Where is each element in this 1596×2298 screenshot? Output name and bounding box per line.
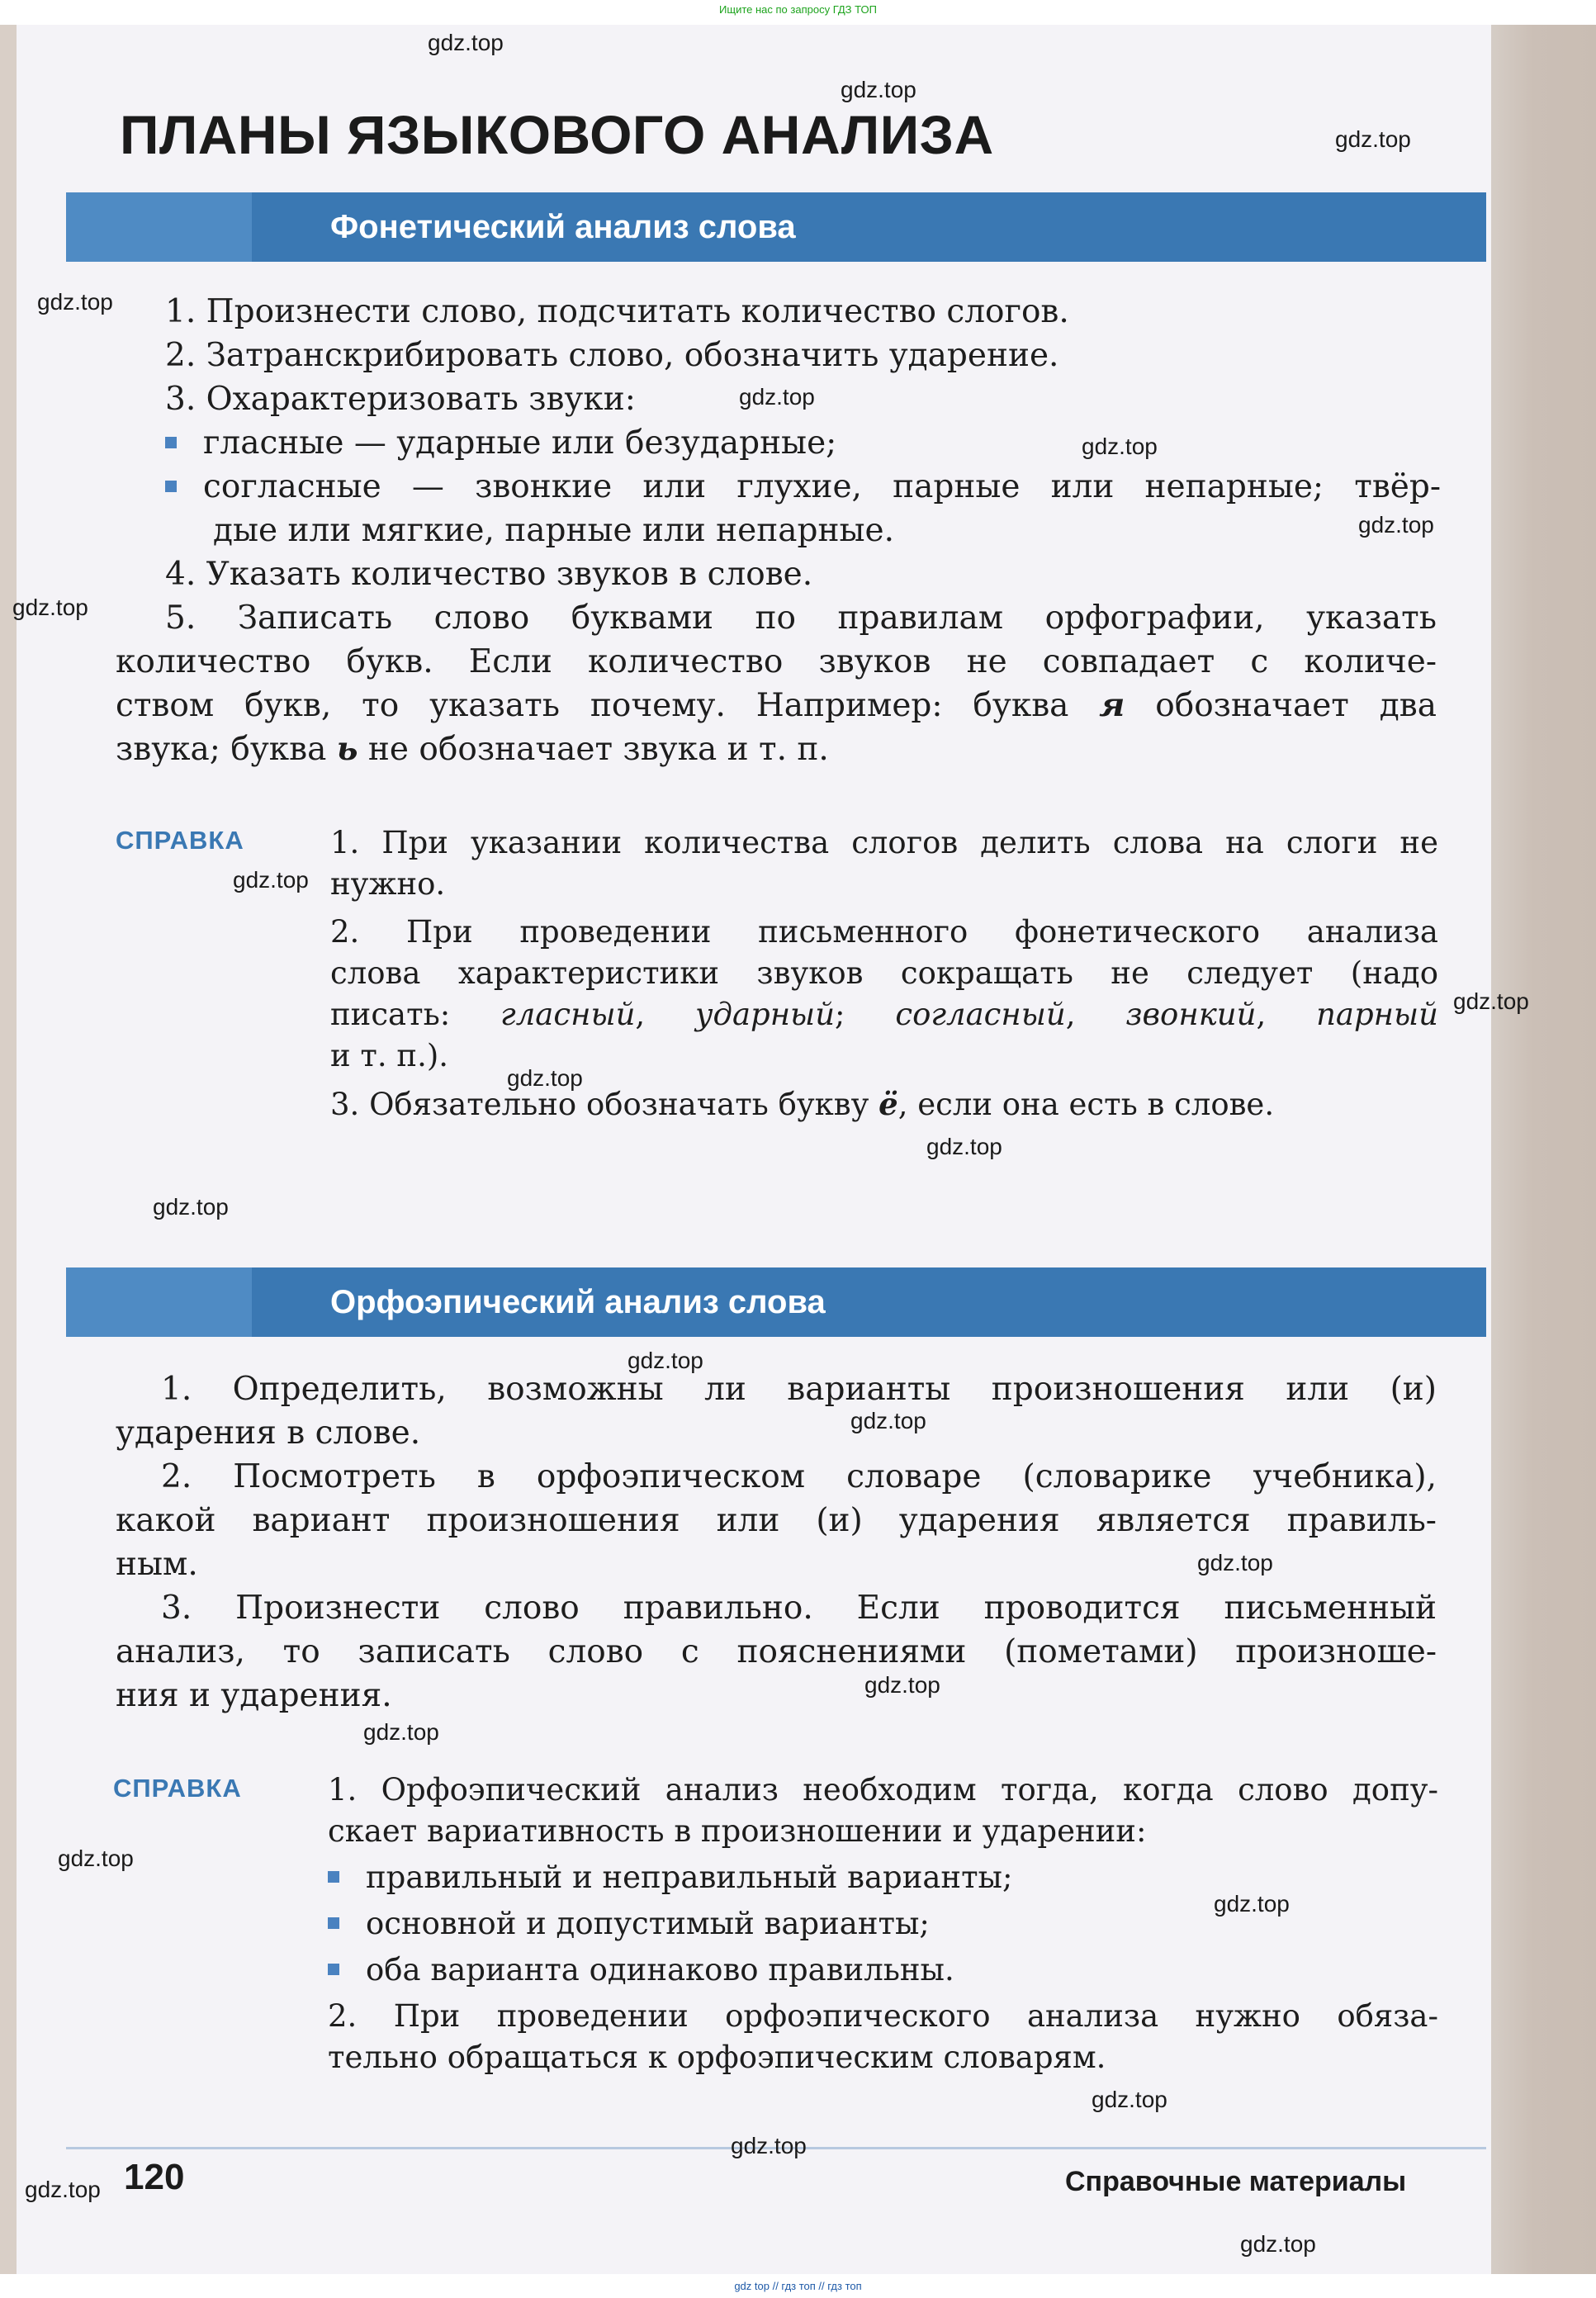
section-header-tab <box>66 192 252 262</box>
watermark: gdz.top <box>628 1348 703 1373</box>
page-gutter <box>1491 25 1596 2274</box>
orthoepic-step-3-line-2: анализ, то записать слово с пояснениями (пометами) произноше- <box>116 1633 1437 1670</box>
phonetic-step-5-line-4 <box>116 727 1437 771</box>
section-header-phonetic <box>66 192 1486 262</box>
orthoepic-notes <box>328 1770 1438 2078</box>
note-text-2: 3. Обязательно обозначать букву <box>330 1087 869 1122</box>
term-consonant: согласный <box>895 997 1066 1032</box>
section-header-tab <box>66 1267 252 1337</box>
term-voiced: звонкий <box>1125 997 1257 1032</box>
orthoepic-note-2-cont: тельно обращаться к орфоэпическим словарям. <box>328 2040 1106 2075</box>
phonetic-step-4: 4. Указать количество звуков в слове. <box>165 556 813 593</box>
orthoepic-step-1-cont: ударения в слове. <box>116 1414 421 1452</box>
watermark: gdz.top <box>1335 126 1411 152</box>
orthoepic-step-2-line-2: какой вариант произношения или (и) ударения является правиль- <box>116 1502 1437 1539</box>
phonetic-step-3: 3. Охарактеризовать звуки: <box>165 381 636 418</box>
watermark: gdz.top <box>58 1846 134 1871</box>
section-heading-orthoepic: Орфоэпический анализ слова <box>330 1284 826 1320</box>
phonetic-note-2-line-4: и т. п.). <box>330 1038 449 1073</box>
list-item <box>165 421 1441 465</box>
page-title: ПЛАНЫ ЯЗЫКОВОГО АНАЛИЗА <box>120 104 994 165</box>
list-item <box>165 465 1441 509</box>
orthoepic-step-3: 3. Произнести слово правильно. Если проводится письменный <box>161 1590 1437 1627</box>
orthoepic-note-1: 1. Орфоэпический анализ необходим тогда, когда слово допу- <box>328 1772 1438 1808</box>
watermark: gdz.top <box>864 1672 940 1698</box>
note-text: писать: <box>330 997 451 1032</box>
page-number: 120 <box>124 2157 185 2197</box>
phonetic-note-3 <box>330 1083 1438 1125</box>
phonetic-step-5-text-4: не обозначает звука и т. п. <box>367 731 829 768</box>
phonetic-step-5-text-3: звука; буква <box>116 731 327 768</box>
phonetic-step-1: 1. Произнести слово, подсчитать количество слогов. <box>165 293 1069 330</box>
letter-ya: я <box>1099 686 1125 724</box>
variant-main-acceptable: основной и допустимый варианты; <box>366 1906 930 1941</box>
watermark: gdz.top <box>363 1719 439 1745</box>
bottom-strip <box>0 2274 1596 2298</box>
orthoepic-step-2-line-3: ным. <box>116 1546 198 1583</box>
bullet-consonants-cont: дые или мягкие, парные или непарные. <box>213 512 894 549</box>
note-label-phonetic: СПРАВКА <box>116 826 244 855</box>
phonetic-note-2: 2. При проведении письменного фонетического анализа <box>330 914 1438 950</box>
bullet-icon <box>165 481 177 492</box>
phonetic-step-2: 2. Затранскрибировать слово, обозначить ударение. <box>165 337 1059 374</box>
note-label-orthoepic: СПРАВКА <box>113 1774 242 1803</box>
orthoepic-note-1-cont: скает вариативность в произношении и ударении: <box>328 1813 1147 1849</box>
phonetic-step-5-text-2: обозначает два <box>1155 687 1437 724</box>
letter-yo: ё <box>879 1086 898 1122</box>
phonetic-bullets <box>165 421 1441 552</box>
bottom-strip-link[interactable]: gdz top // гдз топ // гдз топ <box>734 2280 862 2292</box>
orthoepic-step-3-line-3: ния и ударения. <box>116 1677 392 1714</box>
watermark: gdz.top <box>428 30 504 55</box>
term-vowel: гласный <box>500 997 636 1032</box>
watermark: gdz.top <box>507 1065 583 1091</box>
phonetic-step-5-text: ством букв, то указать почему. Например: буква <box>116 687 1069 724</box>
note-text-3: , если она есть в слове. <box>897 1087 1275 1122</box>
phonetic-note-1-cont: нужно. <box>330 866 446 902</box>
watermark: gdz.top <box>1240 2231 1316 2257</box>
letter-soft-sign: ь <box>336 730 358 768</box>
watermark: gdz.top <box>850 1408 926 1433</box>
phonetic-note-2-line-2: слова характеристики звуков сокращать не следует (надо <box>330 955 1438 991</box>
watermark: gdz.top <box>37 289 113 315</box>
orthoepic-note-2: 2. При проведении орфоэпического анализа нужно обяза- <box>328 1998 1438 2034</box>
watermark: gdz.top <box>1214 1891 1290 1917</box>
bullet-icon <box>328 1871 339 1883</box>
phonetic-steps-cont <box>116 552 1437 771</box>
list-item <box>328 1950 1438 1991</box>
watermark: gdz.top <box>739 384 815 410</box>
watermark: gdz.top <box>1358 512 1434 538</box>
variant-correct-incorrect: правильный и неправильный варианты; <box>366 1860 1013 1895</box>
orthoepic-step-2: 2. Посмотреть в орфоэпическом словаре (словарике учебника), <box>161 1458 1437 1495</box>
watermark: gdz.top <box>731 2133 807 2158</box>
phonetic-note-1: 1. При указании количества слогов делить слова на слоги не <box>330 825 1438 860</box>
footer-section-title: Справочные материалы <box>1065 2166 1407 2197</box>
phonetic-step-5: 5. Записать слово буквами по правилам орфографии, указать <box>165 599 1437 637</box>
orthoepic-steps <box>116 1367 1437 1718</box>
phonetic-note-2-line-3: писать: гласный, ударный; согласный, звонкий, парный <box>330 997 1438 1032</box>
variant-both-correct: оба варианта одинаково правильны. <box>366 1952 954 1988</box>
term-stressed: ударный <box>695 997 836 1032</box>
section-header-orthoepic <box>66 1267 1486 1337</box>
phonetic-step-5-line-2: количество букв. Если количество звуков не совпадает с количе- <box>116 643 1437 680</box>
section-heading-phonetic: Фонетический анализ слова <box>330 209 796 245</box>
phonetic-step-5-line-3 <box>116 684 1437 727</box>
watermark: gdz.top <box>12 595 88 620</box>
orthoepic-step-1: 1. Определить, возможны ли варианты произношения или (и) <box>161 1371 1437 1408</box>
bullet-icon <box>328 1917 339 1929</box>
watermark: gdz.top <box>25 2177 101 2202</box>
bullet-consonants: согласные — звонкие или глухие, парные или непарные; твёр- <box>203 468 1441 505</box>
bullet-icon <box>328 1964 339 1975</box>
watermark: gdz.top <box>841 77 916 102</box>
bullet-vowels: гласные — ударные или безударные; <box>203 424 837 462</box>
watermark: gdz.top <box>1453 988 1529 1014</box>
watermark: gdz.top <box>153 1194 229 1220</box>
watermark: gdz.top <box>1197 1550 1273 1575</box>
watermark: gdz.top <box>926 1134 1002 1159</box>
phonetic-notes <box>330 822 1438 1125</box>
watermark: gdz.top <box>1082 434 1158 459</box>
top-strip <box>0 0 1596 25</box>
top-strip-link[interactable]: Ищите нас по запросу ГДЗ ТОП <box>719 3 877 16</box>
bullet-icon <box>165 437 177 448</box>
watermark: gdz.top <box>1092 2087 1167 2112</box>
term-paired: парный <box>1316 997 1438 1032</box>
watermark: gdz.top <box>233 867 309 893</box>
